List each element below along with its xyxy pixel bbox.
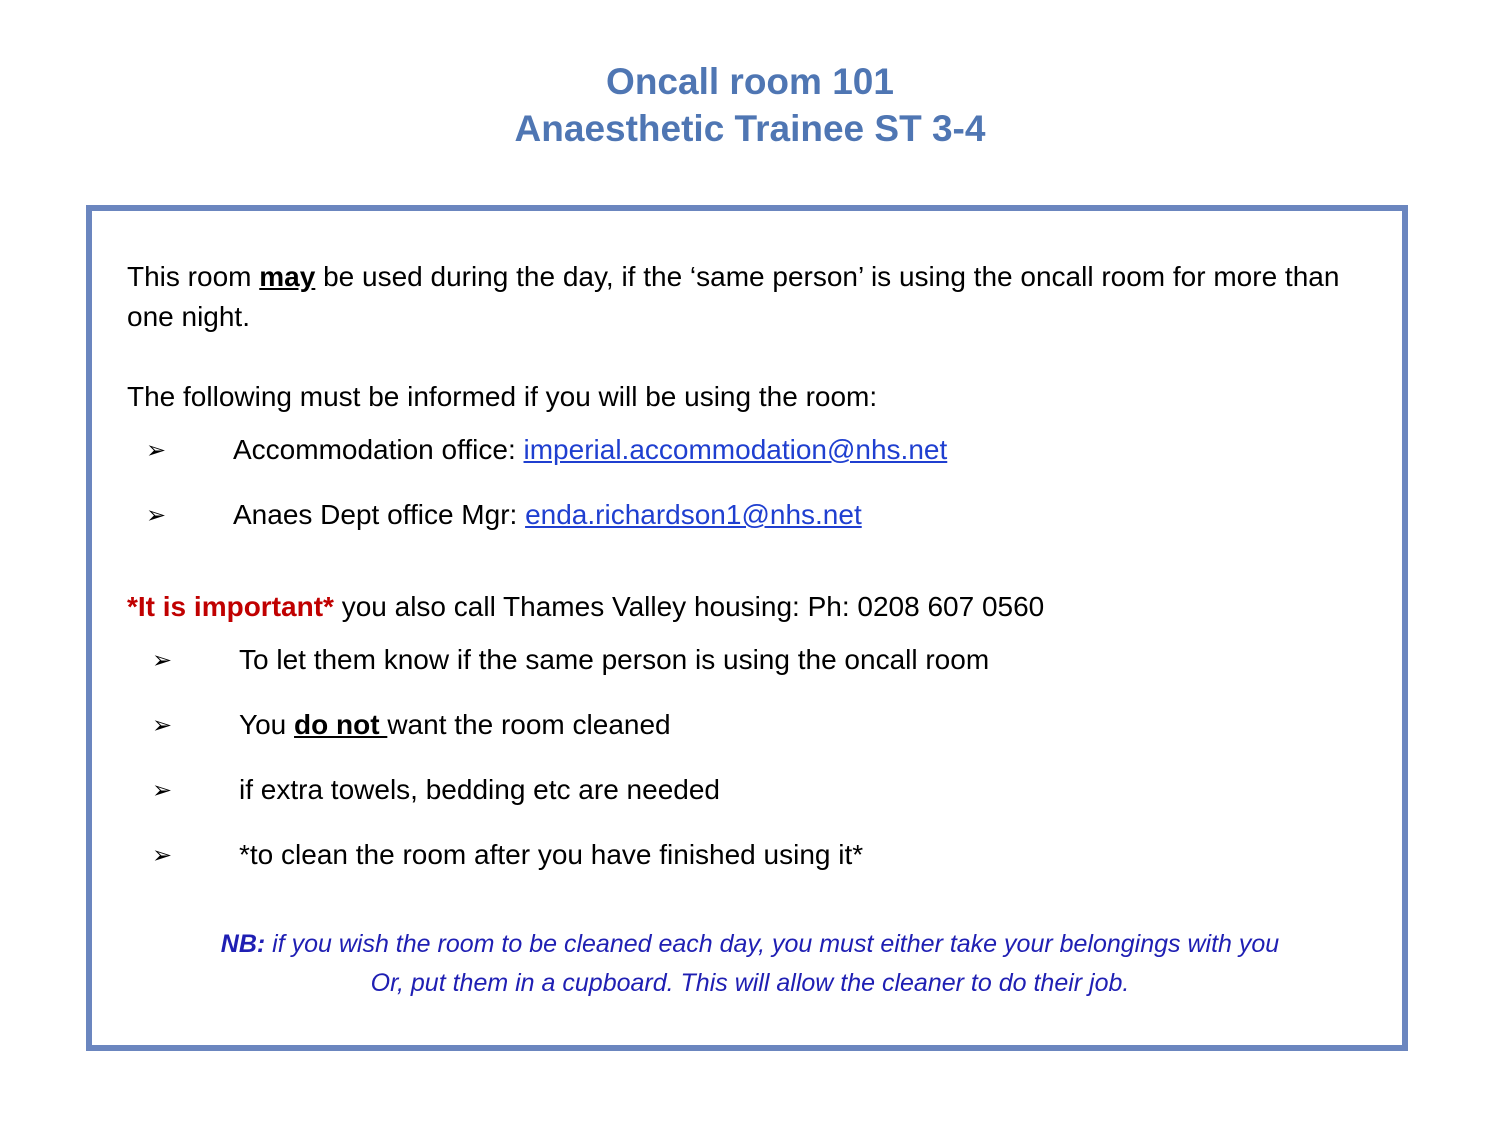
housing-item-text — [239, 640, 989, 680]
intro-paragraph — [127, 257, 1357, 337]
intro-text-start: This room — [127, 261, 260, 292]
title-line-1: Oncall room 101 — [606, 61, 894, 102]
intro-emphasis: may — [259, 261, 316, 292]
item-emphasis: do not — [294, 709, 388, 740]
email-link-accommodation[interactable]: imperial.accommodation@nhs.net — [523, 434, 948, 465]
item-text-after: want the room cleaned — [387, 709, 671, 740]
contact-label: Anaes Dept office Mgr: — [233, 499, 526, 530]
note-line-1 — [0, 925, 1500, 964]
housing-item-text — [239, 835, 863, 875]
contact-item-text — [233, 495, 862, 535]
item-text-before: To let them know if the same person is using the oncall room — [239, 644, 990, 675]
contact-label: Accommodation office: — [233, 434, 524, 465]
arrowhead-bullet-icon: ➢ — [152, 711, 173, 739]
housing-item-text — [239, 705, 671, 745]
contact-item-text — [233, 430, 947, 470]
note-label: NB: — [220, 930, 266, 958]
note-text-1: if you wish the room to be cleaned each day, you must either take your belongings with you — [265, 930, 1280, 958]
arrowhead-bullet-icon: ➢ — [146, 501, 167, 529]
title-line-2: Anaesthetic Trainee ST 3-4 — [514, 108, 986, 149]
important-flag: *It is important* — [127, 591, 334, 622]
arrowhead-bullet-icon: ➢ — [152, 646, 173, 674]
inform-heading: The following must be informed if you will be using the room: — [127, 381, 878, 412]
important-text: you also call Thames Valley housing: Ph: 0208 607 0560 — [333, 591, 1045, 622]
arrowhead-bullet-icon: ➢ — [152, 841, 173, 869]
page-title — [0, 58, 1500, 152]
intro-text-end: be used during the day, if the ‘same person’ is using the oncall room for more than one night. — [127, 261, 1340, 332]
housing-item-text — [239, 770, 720, 810]
important-paragraph — [127, 587, 1357, 627]
email-link-anaes-dept[interactable]: enda.richardson1@nhs.net — [525, 499, 862, 530]
arrowhead-bullet-icon: ➢ — [152, 776, 173, 804]
item-text-before: *to clean the room after you have finished using it* — [239, 839, 864, 870]
item-text-before: You — [239, 709, 295, 740]
item-text-before: if extra towels, bedding etc are needed — [239, 774, 720, 805]
note-line-2: Or, put them in a cupboard. This will allow the cleaner to do their job. — [370, 969, 1130, 997]
arrowhead-bullet-icon: ➢ — [146, 436, 167, 464]
